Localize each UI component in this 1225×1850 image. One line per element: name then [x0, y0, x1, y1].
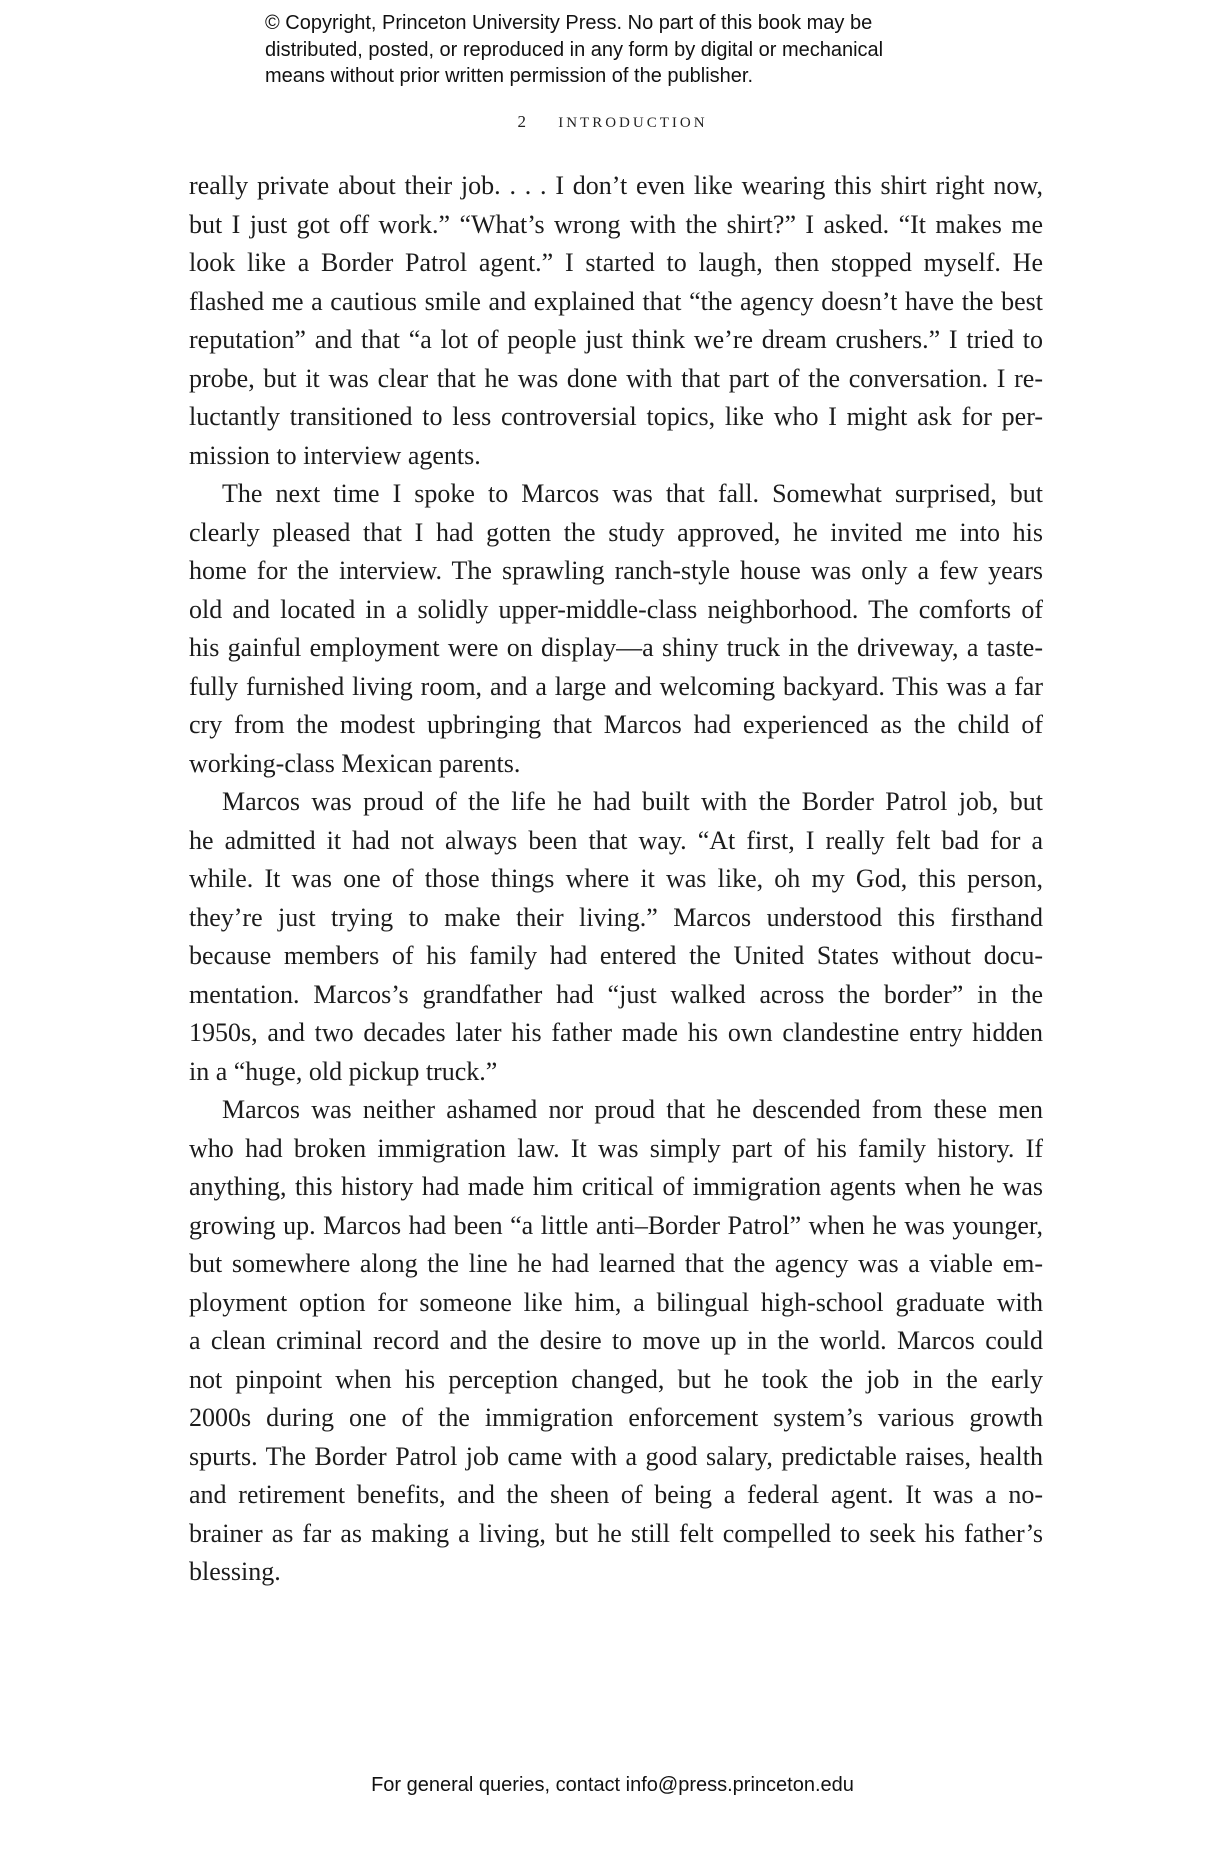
text-line: growing up. Marcos had been “a little anti–Border Patrol” when he was younger, — [189, 1210, 1043, 1240]
text-line: really private about their job. . . . I don’t even like wearing this shirt right now, — [189, 171, 1043, 200]
text-line: cry from the modest upbringing that Marcos had experienced as the child of — [189, 710, 1043, 739]
text-line: but somewhere along the line he had learned that the agency was a viable em- — [189, 1249, 1043, 1278]
text-line: not pinpoint when his perception changed, but he took the job in the early — [189, 1364, 1043, 1394]
section-title: INTRODUCTION — [558, 115, 708, 131]
text-line: 1950s, and two decades later his father made his own clandestine entry hidden — [189, 1018, 1043, 1047]
text-line: flashed me a cautious smile and explained that “the agency doesn’t have the best — [189, 286, 1043, 316]
text-line: because members of his family had entered the United States without docu- — [189, 941, 1043, 970]
copyright-notice — [265, 10, 1025, 90]
text-line: mentation. Marcos’s grandfather had “just walked across the border” in the — [189, 979, 1043, 1009]
text-line: while. It was one of those things where it was like, oh my God, this person, — [189, 864, 1043, 893]
text-line: luctantly transitioned to less controversial topics, like who I might ask for per- — [189, 402, 1043, 431]
text-line: his gainful employment were on display—a shiny truck in the driveway, a taste- — [189, 633, 1043, 662]
text-line: they’re just trying to make their living.” Marcos understood this firsthand — [189, 902, 1043, 932]
copyright-line: means without prior written permission of the publisher. — [265, 65, 754, 87]
text-line: who had broken immigration law. It was simply part of his family history. If — [189, 1133, 1043, 1163]
page-number: 2 — [517, 112, 529, 131]
text-line: ployment option for someone like him, a bilingual high-school graduate with — [189, 1287, 1043, 1317]
text-line: in a “huge, old pickup truck.” — [189, 1056, 498, 1086]
text-line: 2000s during one of the immigration enforcement system’s various growth — [189, 1403, 1043, 1432]
copyright-line: distributed, posted, or reproduced in any form by digital or mechanical — [265, 38, 884, 61]
text-line: Marcos was proud of the life he had built with the Border Patrol job, but — [222, 787, 1043, 816]
text-line: brainer as far as making a living, but he still felt compelled to seek his father’s — [189, 1518, 1043, 1548]
text-line: clearly pleased that I had gotten the study approved, he invited me into his — [189, 517, 1043, 547]
text-line: he admitted it had not always been that way. “At first, I really felt bad for a — [189, 825, 1043, 855]
running-head — [0, 112, 1225, 132]
body-text — [189, 167, 1043, 1592]
text-line: spurts. The Border Patrol job came with a good salary, predictable raises, health — [189, 1441, 1043, 1471]
text-line: Marcos was neither ashamed nor proud that he descended from these men — [222, 1095, 1043, 1124]
text-line: look like a Border Patrol agent.” I started to laugh, then stopped myself. He — [189, 248, 1043, 277]
text-line: fully furnished living room, and a large and welcoming backyard. This was a far — [189, 671, 1043, 701]
text-line: probe, but it was clear that he was done with that part of the conversation. I re- — [189, 363, 1043, 393]
text-line: but I just got off work.” “What’s wrong with the shirt?” I asked. “It makes me — [189, 209, 1043, 239]
text-line: The next time I spoke to Marcos was that fall. Somewhat surprised, but — [222, 479, 1043, 508]
text-line: and retirement benefits, and the sheen of being a federal agent. It was a no- — [189, 1480, 1043, 1509]
text-line: old and located in a solidly upper-middle-class neighborhood. The comforts of — [189, 594, 1043, 624]
text-line: blessing. — [189, 1557, 281, 1586]
text-line: a clean criminal record and the desire to move up in the world. Marcos could — [189, 1326, 1043, 1355]
text-line: working-class Mexican parents. — [189, 748, 521, 778]
footer-contact: For general queries, contact info@press.princeton.edu — [371, 1774, 854, 1796]
text-line: reputation” and that “a lot of people just think we’re dream crushers.” I tried to — [189, 325, 1043, 354]
copyright-line: © Copyright, Princeton University Press. No part of this book may be — [265, 12, 873, 34]
text-line: home for the interview. The sprawling ranch-style house was only a few years — [189, 556, 1043, 585]
text-line: mission to interview agents. — [189, 440, 481, 470]
text-line: anything, this history had made him critical of immigration agents when he was — [189, 1172, 1043, 1201]
